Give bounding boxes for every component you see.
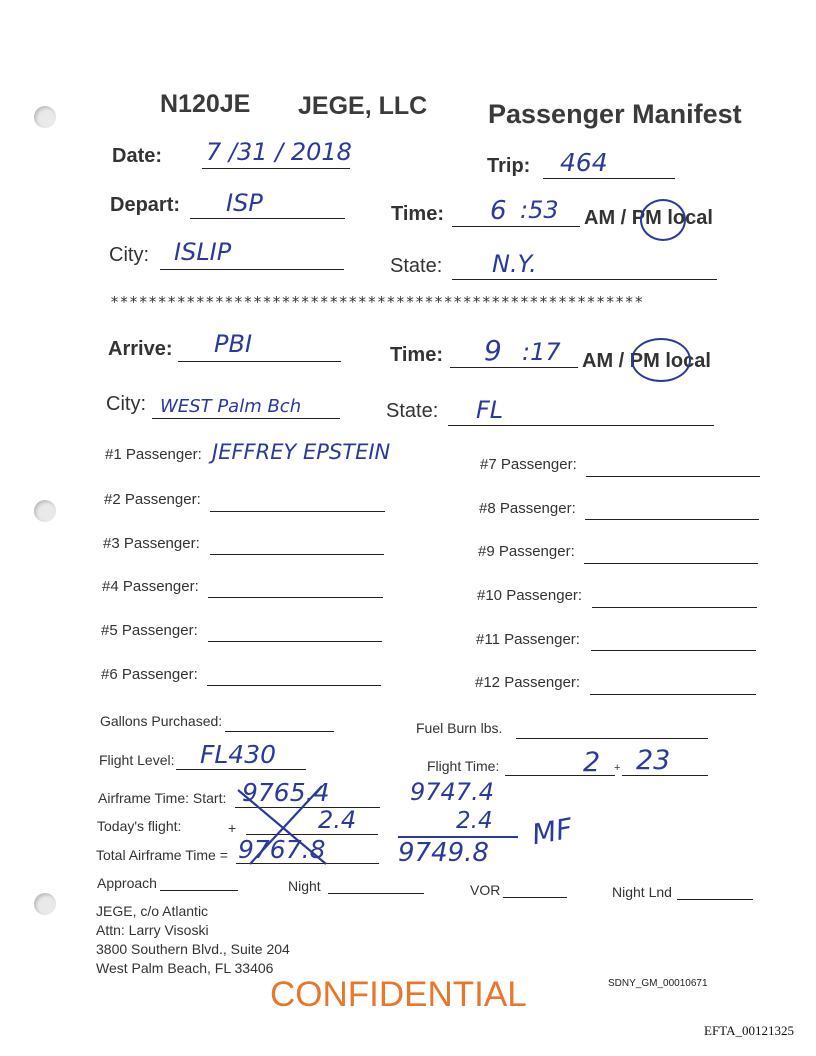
arrive-city-value: WEST Palm Bch: [160, 396, 302, 417]
depart-am-pm-local: AM / PM local: [584, 207, 713, 229]
gallons-purchased-line: [225, 731, 334, 732]
passenger-line-3: [210, 554, 384, 555]
passenger-line-8: [585, 519, 759, 520]
address-line-1: JEGE, c/o Atlantic: [96, 903, 209, 919]
passenger-line-4: [208, 597, 383, 598]
total-airframe-label: Total Airframe Time =: [96, 847, 228, 863]
depart-label: Depart:: [110, 194, 181, 216]
total-airframe-corrected: 9749.8: [398, 838, 489, 868]
airframe-start-crossed: 9765.4: [242, 778, 330, 807]
address-line-4: West Palm Beach, FL 33406: [96, 960, 274, 976]
todays-flight-label: Today's flight:: [97, 818, 182, 834]
tail-number: N120JE: [160, 90, 251, 118]
total-airframe-crossed: 9767.8: [238, 835, 326, 864]
passenger-line-6: [207, 685, 381, 686]
vor-line: [503, 897, 567, 898]
flight-time-separator: +: [614, 762, 621, 774]
night-line: [328, 893, 424, 894]
address-line-3: 3800 Southern Blvd., Suite 204: [96, 941, 290, 957]
passenger-label-10: #10 Passenger:: [477, 587, 583, 604]
gallons-purchased-label: Gallons Purchased:: [100, 713, 223, 729]
vor-label: VOR: [470, 882, 501, 898]
depart-state-line: [452, 279, 717, 280]
arrive-city-label: City:: [106, 393, 146, 415]
airframe-start-corrected: 9747.4: [410, 778, 494, 806]
flight-time-hours: 2: [583, 747, 601, 778]
date-line: [202, 168, 350, 169]
flight-level-value: FL430: [200, 740, 277, 769]
date-label: Date:: [112, 145, 163, 167]
arrive-state-label: State:: [386, 400, 439, 422]
depart-city-line: [160, 269, 344, 270]
passenger-label-11: #11 Passenger:: [476, 631, 580, 648]
passenger-label-8: #8 Passenger:: [479, 500, 576, 517]
fuel-burn-label: Fuel Burn lbs.: [416, 720, 503, 736]
fuel-burn-line: [516, 738, 708, 739]
arrive-state-value: FL: [476, 396, 504, 424]
trip-label: Trip:: [487, 155, 531, 177]
passenger-label-5: #5 Passenger:: [101, 622, 198, 639]
separator-stars: ********************************************************: [110, 293, 644, 311]
bates-number: SDNY_GM_00010671: [608, 978, 708, 989]
passenger-line-11: [591, 650, 756, 651]
passenger-line-5: [208, 641, 382, 642]
arrive-value: PBI: [214, 330, 253, 358]
flight-level-line: [176, 769, 306, 770]
passenger-label-3: #3 Passenger:: [103, 535, 200, 552]
night-landing-label: Night Lnd: [612, 884, 672, 900]
depart-line: [190, 218, 345, 219]
depart-time-minutes: :53: [520, 196, 559, 224]
passenger-line-12: [590, 694, 756, 695]
arrive-city-line: [152, 418, 340, 419]
todays-flight-plus: +: [228, 820, 237, 836]
depart-time-line: [452, 226, 580, 227]
flight-time-minutes: 23: [636, 745, 671, 776]
address-line-2: Attn: Larry Visoski: [96, 922, 209, 938]
arrive-pm-circle: [631, 338, 691, 382]
approach-label: Approach: [97, 875, 157, 891]
approach-line: [160, 890, 238, 891]
airframe-cross-out: [230, 780, 350, 870]
arrive-time-hour: 9: [484, 334, 502, 367]
arrive-time-line: [450, 367, 578, 368]
arrive-state-line: [448, 425, 714, 426]
date-value: 7 /31 / 2018: [206, 138, 352, 166]
confidential-stamp: CONFIDENTIAL: [270, 975, 527, 1014]
company-name: JEGE, LLC: [298, 92, 428, 120]
passenger-line-2: [210, 511, 385, 512]
night-label: Night: [288, 878, 321, 894]
depart-time-hour: 6: [490, 196, 507, 226]
passenger-line-10: [592, 607, 757, 608]
passenger-line-7: [586, 476, 760, 477]
trip-line: [543, 178, 675, 179]
airframe-start-label: Airframe Time: Start:: [98, 790, 227, 806]
passenger-label-7: #7 Passenger:: [480, 456, 577, 473]
depart-time-label: Time:: [391, 203, 444, 225]
depart-city-label: City:: [109, 244, 149, 266]
efta-number: EFTA_00121325: [704, 1023, 794, 1038]
passenger-label-12: #12 Passenger:: [475, 674, 581, 691]
todays-flight-crossed: 2.4: [318, 806, 357, 834]
passenger-label-1: #1 Passenger:: [105, 446, 202, 463]
arrive-am-pm-local: AM / PM local: [582, 350, 711, 372]
night-landing-line: [677, 899, 753, 900]
depart-state-value: N.Y.: [492, 250, 537, 278]
passenger-1-value: JEFFREY EPSTEIN: [212, 440, 391, 464]
depart-value: ISP: [226, 189, 263, 217]
arrive-time-label: Time:: [390, 344, 443, 366]
passenger-label-2: #2 Passenger:: [104, 491, 201, 508]
flight-time-label: Flight Time:: [427, 758, 500, 774]
depart-pm-circle: [640, 199, 686, 241]
flight-level-label: Flight Level:: [99, 752, 175, 768]
initials: MF: [529, 811, 575, 852]
binder-hole-bottom: [34, 893, 56, 915]
binder-hole-top: [34, 106, 56, 128]
depart-city-value: ISLIP: [174, 238, 232, 266]
arrive-label: Arrive:: [108, 338, 173, 360]
todays-flight-corrected: 2.4: [456, 808, 493, 834]
arrive-line: [178, 361, 341, 362]
binder-hole-middle: [34, 500, 56, 522]
passenger-label-9: #9 Passenger:: [478, 543, 575, 560]
passenger-line-9: [584, 563, 758, 564]
arrive-time-minutes: :17: [522, 338, 561, 366]
passenger-label-4: #4 Passenger:: [102, 578, 199, 595]
depart-state-label: State:: [390, 255, 443, 277]
trip-value: 464: [560, 148, 608, 177]
page-title: Passenger Manifest: [488, 99, 742, 129]
passenger-label-6: #6 Passenger:: [101, 666, 198, 683]
